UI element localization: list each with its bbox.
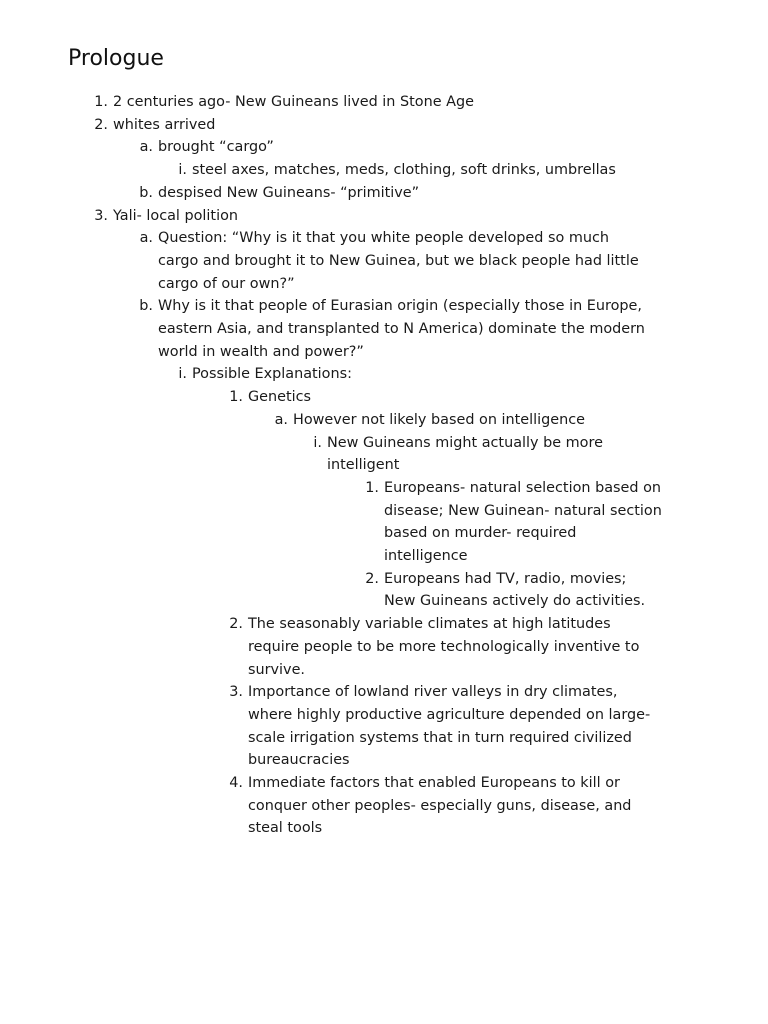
outline-marker: 3. [229,684,243,701]
outline-item-text: require people to be more technologically inventive to [248,638,640,655]
outline-marker: b. [139,184,153,201]
outline-marker: 3. [94,207,108,224]
outline-item-text: where highly productive agriculture depended on large- [248,706,651,723]
outline-marker: 2. [94,116,108,133]
outline-item-text: Europeans had TV, radio, movies; [384,570,627,587]
outline-item-text: brought “cargo” [158,139,274,156]
outline-item-text: cargo and brought it to New Guinea, but we black people had little [158,252,639,269]
outline-item-text: disease; New Guinean- natural section [384,502,662,519]
outline-item-text: bureaucracies [248,752,350,769]
outline-marker: 2. [229,616,243,633]
outline-item-text: despised New Guineans- “primitive” [158,184,420,201]
outline-marker: 1. [365,479,379,496]
outline-marker: i. [178,366,187,383]
outline-marker: i. [178,162,187,179]
outline-marker: a. [139,139,153,156]
outline-marker: i. [313,434,322,451]
outline-item-text: The seasonably variable climates at high latitudes [248,616,611,633]
outline-item-text: Immediate factors that enabled Europeans to kill or [248,775,620,791]
outline-item-text: conquer other peoples- especially guns, disease, and [248,797,632,814]
outline-marker: 1. [94,94,108,110]
outline-item-text: survive. [248,661,305,678]
outline-item-text: New Guineans might actually be more [327,434,603,451]
outline-item-text: However not likely based on intelligence [293,411,586,428]
outline-item-text: intelligent [327,457,400,474]
outline-marker: 4. [229,775,243,791]
outline-item-text: New Guineans actively do activities. [384,593,646,610]
outline-item-text: cargo of our own?” [158,275,295,292]
outline-item-text: world in wealth and power?” [158,343,364,360]
outline-item-text: Question: “Why is it that you white people developed so much [158,230,610,247]
outline-marker: b. [139,298,153,315]
outline-marker: 2. [365,570,379,587]
page-title: Prologue [68,46,164,71]
outline-item-text: based on murder- required [384,525,577,542]
outline-item-text: Possible Explanations: [192,366,352,383]
outline-item-text: scale irrigation systems that in turn required civilized [248,729,632,746]
outline-item-text: steel axes, matches, meds, clothing, soft drinks, umbrellas [192,162,616,179]
outline-item-text: Importance of lowland river valleys in dry climates, [248,684,618,701]
outline-item-text: intelligence [384,548,468,564]
outline-marker: a. [139,230,153,247]
outline-marker: 1. [229,389,243,406]
outline-item-text: eastern Asia, and transplanted to N America) dominate the modern [158,321,645,337]
outline-item-text: steal tools [248,820,323,837]
outline-item-text: whites arrived [113,116,216,133]
outline-item-text: Genetics [248,389,312,406]
outline-item-text: Yali- local polition [113,207,238,224]
outline-item-text: Europeans- natural selection based on [384,479,662,496]
outline-item-text: 2 centuries ago- New Guineans lived in Stone Age [113,94,474,110]
outline-marker: a. [274,411,288,428]
outline-item-text: Why is it that people of Eurasian origin (especially those in Europe, [158,298,642,315]
